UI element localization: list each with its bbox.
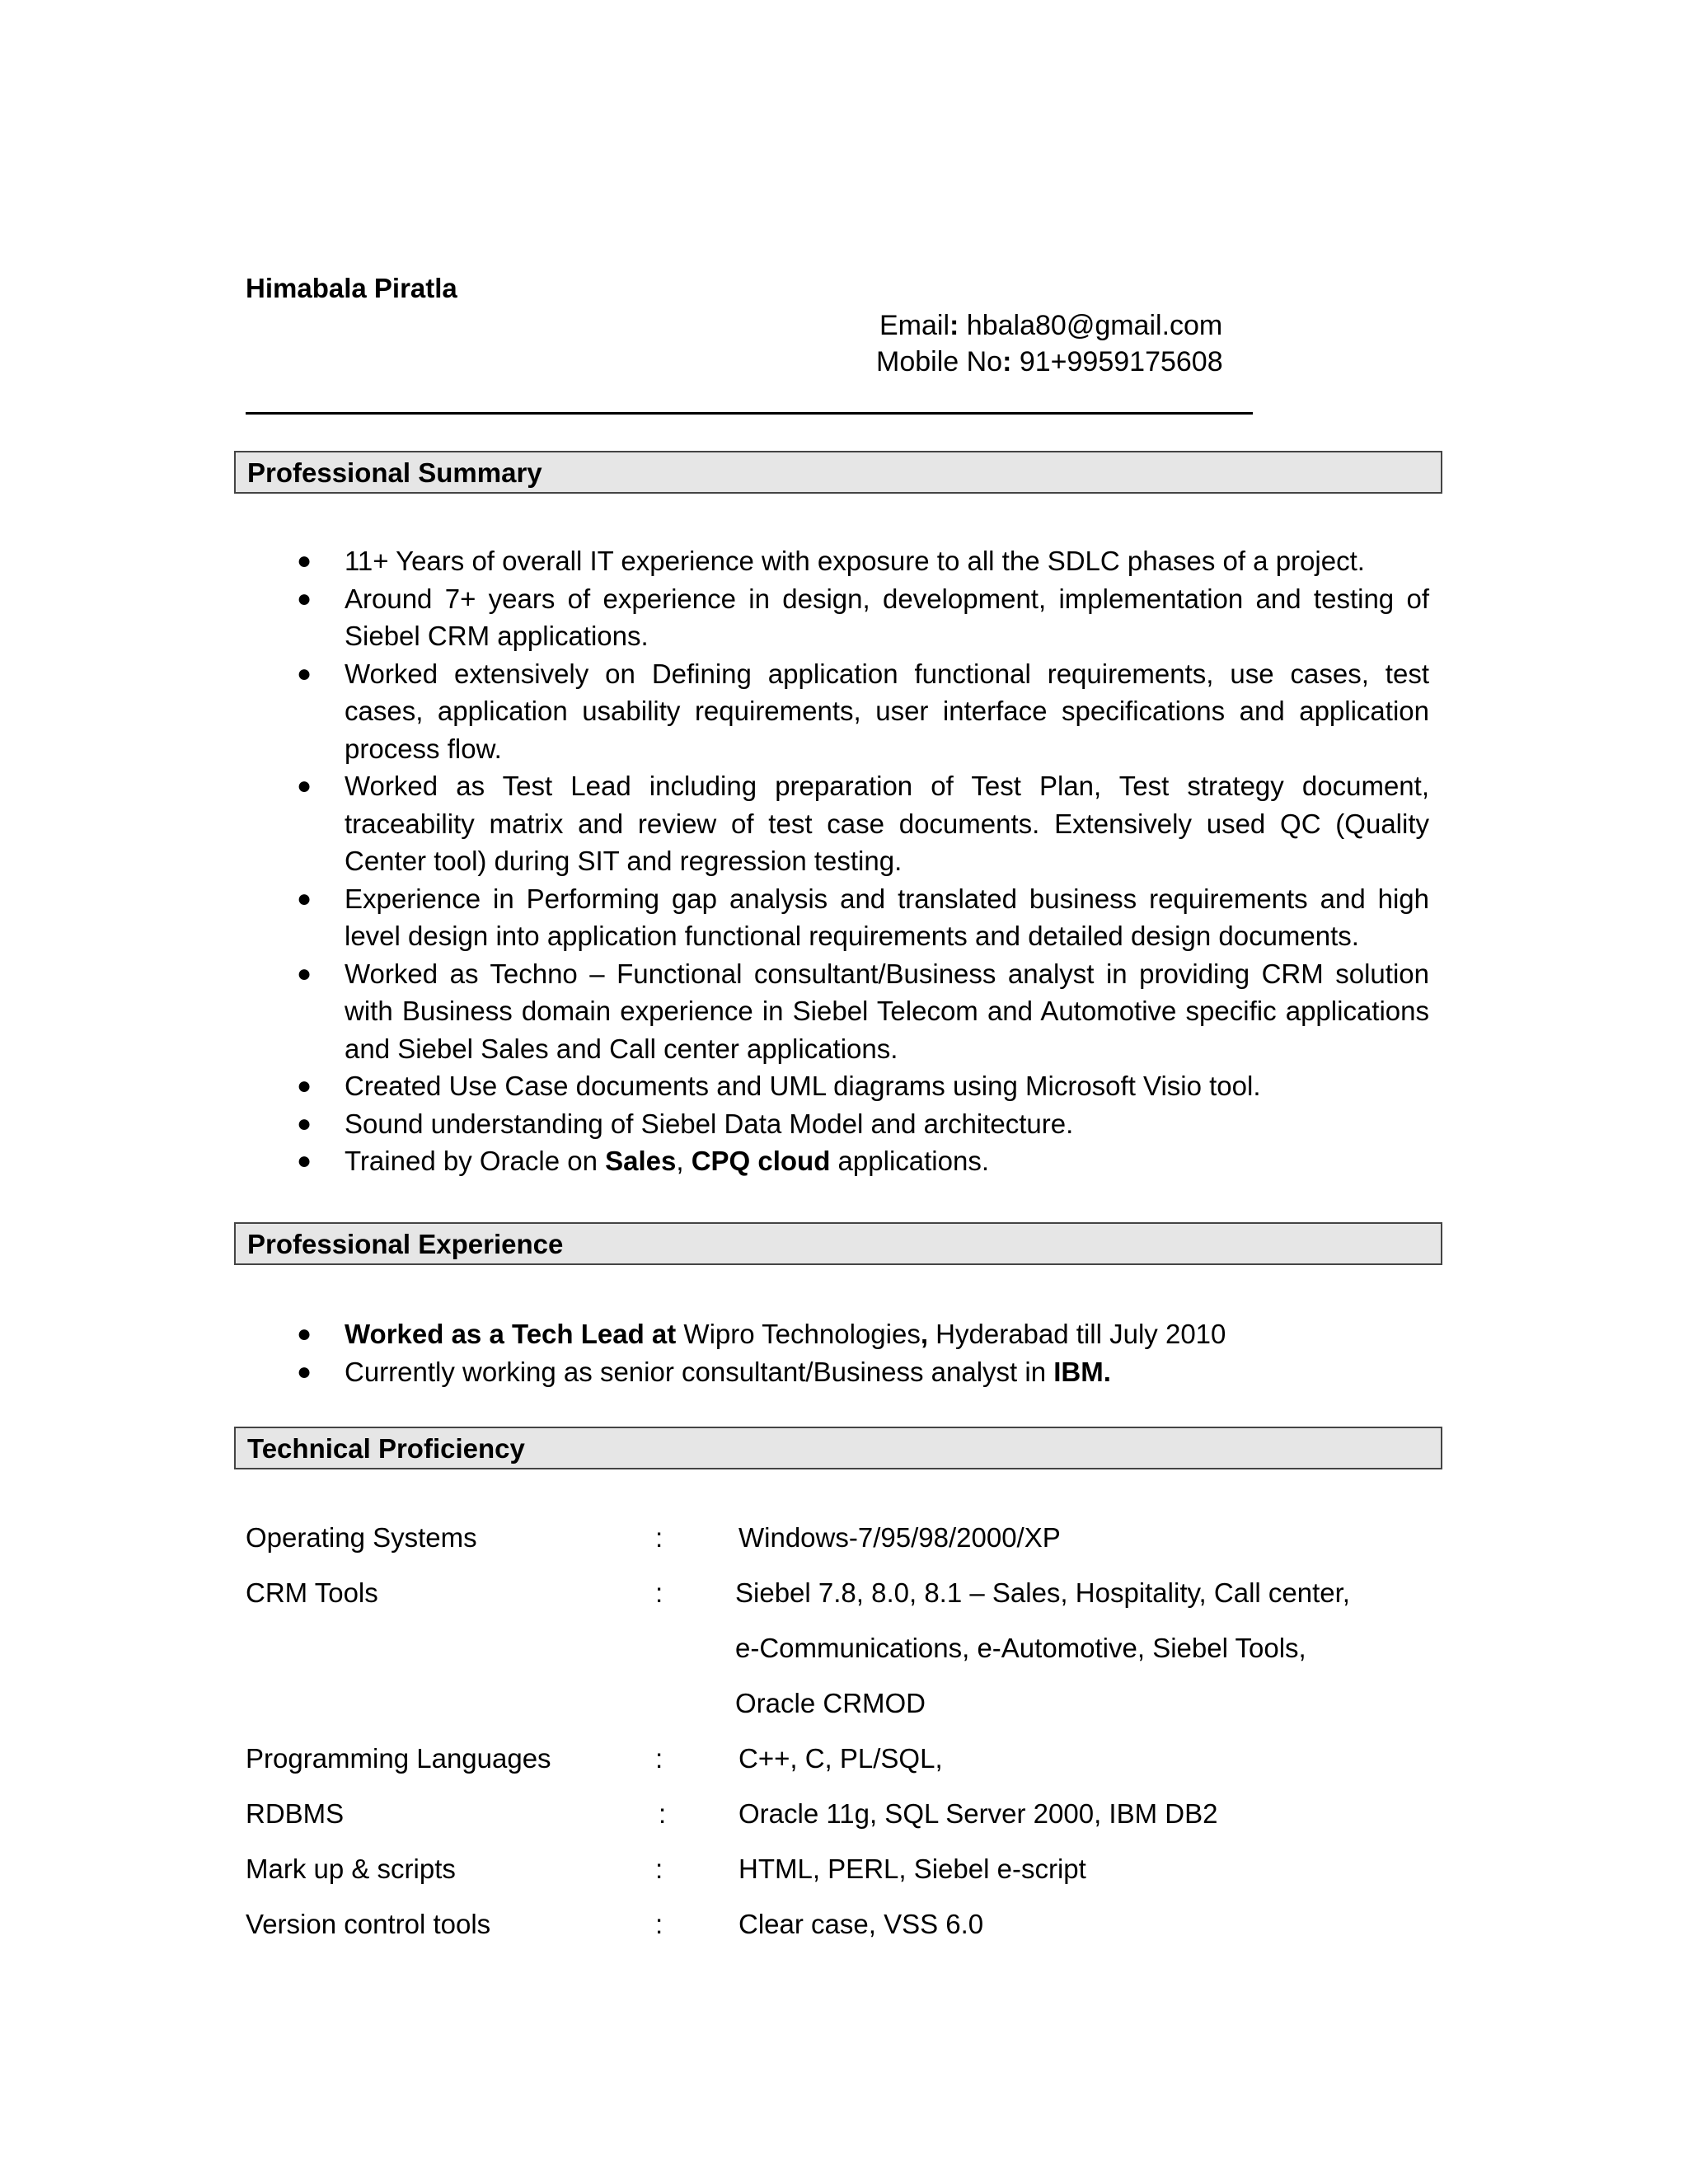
skill-separator: :	[655, 1743, 663, 1774]
list-item	[297, 767, 1429, 880]
list-item-text: Worked as Techno – Functional consultant/Business analyst in providing CRM solution with Business domain experience in Siebel Telecom and Automotive specific applications and Siebel Sales and Call center applications.	[345, 958, 1429, 1064]
table-row	[246, 1510, 1400, 1565]
list-item	[297, 580, 1429, 655]
header-divider	[246, 412, 1253, 415]
skill-separator: :	[659, 1798, 667, 1829]
training-sales: Sales	[605, 1146, 677, 1176]
skill-label: Programming Languages	[246, 1743, 551, 1774]
list-item-text: Sound understanding of Siebel Data Model and architecture.	[345, 1108, 1074, 1139]
bullet-icon: ●	[297, 547, 312, 574]
skill-value: e-Communications, e-Automotive, Siebel Tools,	[735, 1633, 1306, 1663]
list-item-text: applications.	[830, 1146, 990, 1176]
list-item-text: 11+ Years of overall IT experience with exposure to all the SDLC phases of a project.	[345, 546, 1365, 576]
skill-value: Windows-7/95/98/2000/XP	[738, 1522, 1061, 1553]
skill-value: C++, C, PL/SQL,	[738, 1743, 943, 1774]
skill-label: Operating Systems	[246, 1522, 477, 1553]
skill-separator: :	[655, 1909, 663, 1939]
skill-separator: :	[655, 1522, 663, 1553]
skill-label: Version control tools	[246, 1909, 491, 1939]
section-header-professional-experience	[234, 1222, 1442, 1265]
list-item-text: Currently working as senior consultant/Business analyst in	[345, 1356, 1054, 1387]
table-row	[246, 1565, 1400, 1620]
list-item-text: ,	[676, 1146, 692, 1176]
list-item	[297, 1315, 1429, 1353]
contact-mobile	[876, 344, 1223, 379]
list-item-text: Worked extensively on Defining application functional requirements, use cases, test cases, application usability requirements, user interface specifications and application process flow.	[345, 658, 1429, 764]
bullet-icon: ●	[297, 1072, 312, 1099]
list-item	[297, 1105, 1429, 1143]
list-item	[297, 1067, 1429, 1105]
experience-company: Wipro Technologies	[676, 1319, 921, 1349]
list-item	[297, 655, 1429, 768]
list-item-text: Around 7+ years of experience in design, development, implementation and testing of Siebel CRM applications.	[345, 583, 1429, 651]
section-header-professional-summary	[234, 451, 1442, 494]
table-row	[246, 1841, 1400, 1896]
mobile-colon: :	[1002, 346, 1012, 377]
table-row	[246, 1896, 1400, 1952]
list-item	[297, 1353, 1429, 1391]
candidate-name: Himabala Piratla	[246, 273, 457, 303]
list-item-text: Worked as Test Lead including preparation of Test Plan, Test strategy document, traceability matrix and review of test case documents. Extensively used QC (Quality Center tool) during SIT and regression testing.	[345, 771, 1429, 876]
section-title: Professional Experience	[247, 1229, 564, 1259]
contact-email	[879, 308, 1222, 343]
list-item	[297, 1142, 1429, 1180]
skill-value: Siebel 7.8, 8.0, 8.1 – Sales, Hospitality, Call center,	[735, 1577, 1350, 1608]
bullet-icon: ●	[297, 1357, 312, 1385]
skill-value: HTML, PERL, Siebel e-script	[738, 1854, 1086, 1884]
skill-label: CRM Tools	[246, 1577, 378, 1608]
current-employer: IBM.	[1053, 1356, 1111, 1387]
list-item	[297, 542, 1429, 580]
summary-list	[297, 542, 1429, 1180]
skill-label: Mark up & scripts	[246, 1854, 456, 1884]
mobile-label: Mobile No	[876, 346, 1003, 377]
experience-location: Hyderabad till July 2010	[928, 1319, 1226, 1349]
table-row	[246, 1731, 1400, 1786]
list-item-text: Experience in Performing gap analysis and translated business requirements and high level design into application functional requirements and detailed design documents.	[345, 883, 1429, 951]
skill-value: Oracle 11g, SQL Server 2000, IBM DB2	[738, 1798, 1218, 1829]
technical-proficiency-table	[246, 1510, 1400, 1952]
skill-separator: :	[655, 1577, 663, 1608]
bullet-icon: ●	[297, 884, 312, 912]
list-item-text: ,	[920, 1319, 928, 1349]
table-row	[246, 1675, 1400, 1731]
bullet-icon: ●	[297, 1320, 312, 1347]
experience-role: Worked as a Tech Lead at	[345, 1319, 677, 1349]
skill-label: RDBMS	[246, 1798, 345, 1829]
email-colon: :	[950, 310, 959, 341]
table-row	[246, 1620, 1400, 1675]
bullet-icon: ●	[297, 1109, 312, 1137]
list-item-text: Trained by Oracle on	[345, 1146, 606, 1176]
skill-value: Clear case, VSS 6.0	[738, 1909, 984, 1939]
training-cpq-cloud: CPQ cloud	[691, 1146, 831, 1176]
bullet-icon: ●	[297, 659, 312, 687]
section-title: Technical Proficiency	[247, 1433, 525, 1464]
skill-separator: :	[655, 1854, 663, 1884]
bullet-icon: ●	[297, 959, 312, 987]
email-value: hbala80@gmail.com	[959, 310, 1223, 341]
list-item	[297, 955, 1429, 1068]
bullet-icon: ●	[297, 1147, 312, 1174]
section-title: Professional Summary	[247, 457, 542, 488]
table-row	[246, 1786, 1400, 1841]
email-label: Email	[879, 310, 950, 341]
list-item-text: Created Use Case documents and UML diagrams using Microsoft Visio tool.	[345, 1071, 1261, 1101]
bullet-icon: ●	[297, 772, 312, 799]
bullet-icon: ●	[297, 584, 312, 612]
skill-value: Oracle CRMOD	[735, 1688, 926, 1718]
mobile-value: 91+9959175608	[1011, 346, 1223, 377]
experience-list	[297, 1315, 1429, 1390]
section-header-technical-proficiency	[234, 1427, 1442, 1469]
list-item	[297, 880, 1429, 955]
